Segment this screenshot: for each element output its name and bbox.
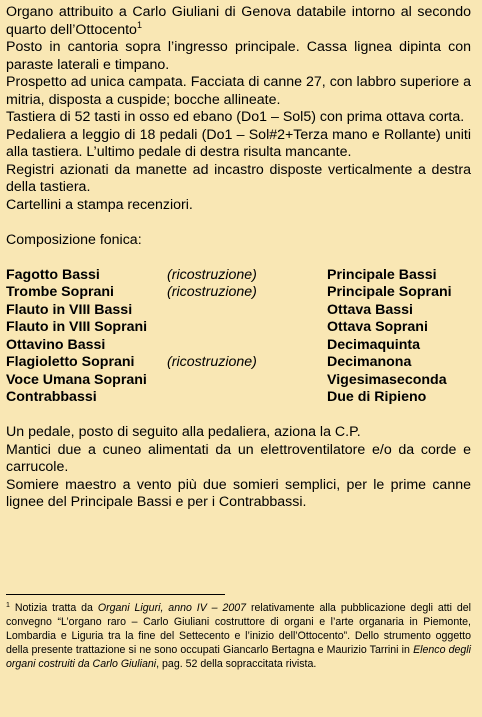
footnote — [6, 601, 471, 671]
intro-paragraph-2: Posto in cantoria sopra l’ingresso principale. Cassa lignea dipinta con paraste laterali e timpano. — [6, 39, 471, 73]
footnote-source: Organi Liguri, anno IV – 2007 — [97, 602, 247, 614]
intro-paragraph-7: Cartellini a stampa recenziori. — [6, 196, 193, 213]
spacer — [6, 407, 471, 425]
intro-paragraph-1 — [6, 4, 471, 39]
outro-paragraph-2: Mantici due a cuneo alimentati da un elettroventilatore e/o da corde e carrucole. — [6, 441, 471, 475]
stop-left: Flauto in VIII Soprani — [6, 319, 148, 335]
composition-title: Composizione fonica: — [6, 231, 142, 248]
stop-note — [167, 337, 327, 355]
stop-note: (ricostruzione) — [167, 354, 257, 370]
document-page — [6, 4, 471, 512]
organ-description — [6, 4, 471, 214]
stop-right: Ottava Bassi — [327, 301, 413, 318]
stop-right: Ottava Soprani — [327, 319, 428, 335]
stops-list — [6, 267, 471, 407]
stop-right: Principale Soprani — [327, 284, 452, 300]
footnote-text-before: Notizia tratta da — [14, 602, 98, 614]
stop-note: (ricostruzione) — [167, 266, 257, 283]
stop-note — [167, 389, 327, 407]
stop-right: Principale Bassi — [327, 266, 437, 283]
spacer — [6, 249, 471, 267]
stop-right: Decimaquinta — [327, 336, 421, 353]
footnote-separator — [6, 594, 225, 595]
stop-right: Decimanona — [327, 354, 412, 370]
stop-note — [167, 302, 327, 320]
organ-notes — [6, 424, 471, 512]
stop-left: Flagioletto Soprani — [6, 354, 135, 370]
intro-paragraph-6: Registri azionati da manette ad incastro disposte verticalmente a destra della tastiera. — [6, 161, 471, 195]
intro-paragraph-4: Tastiera di 52 tasti in osso ed ebano (Do1 – Sol5) con prima ottava corta. — [6, 109, 465, 125]
intro-text-1: Organo attribuito a Carlo Giuliani di Genova databile intorno al secondo quarto dell’Ottocento — [6, 4, 471, 38]
intro-paragraph-3: Prospetto ad unica campata. Facciata di canne 27, con labbro superiore a mitria, disposta a cuspide; bocche allineate. — [6, 74, 471, 108]
stop-note: (ricostruzione) — [167, 284, 257, 300]
stop-left: Fagotto Bassi — [6, 266, 100, 283]
stop-left: Ottavino Bassi — [6, 336, 106, 353]
footnote-text-after: , pag. 52 della sopraccitata rivista. — [156, 658, 317, 670]
outro-paragraph-3: Somiere maestro a vento più due somieri semplici, per le prime canne lignee del Principale Bassi e per i Contrabbassi. — [6, 476, 471, 510]
stop-left: Voce Umana Soprani — [6, 371, 147, 388]
intro-paragraph-5: Pedaliera a leggio di 18 pedali (Do1 – Sol#2+Terza mano e Rollante) uniti alla tastiera. L’ultimo pedale di destra risulta mancante. — [6, 126, 471, 160]
stop-note — [167, 372, 327, 390]
footnote-work-title: Elenco degli organi costruiti da Carlo Giuliani — [6, 644, 472, 670]
stop-note — [167, 319, 327, 337]
spacer — [6, 214, 471, 232]
stop-right: Due di Ripieno — [327, 389, 427, 405]
footnote-number: 1 — [6, 602, 10, 609]
footnote-reference: 1 — [136, 19, 142, 30]
stop-left: Flauto in VIII Bassi — [6, 301, 133, 318]
stop-right: Vigesimaseconda — [327, 371, 447, 388]
stop-left: Contrabbassi — [6, 389, 97, 405]
stop-left: Trombe Soprani — [6, 284, 114, 300]
footnote-text-middle: relativamente alla pubblicazione degli atti del convegno “L’organo raro – Carlo Giuliani costruttore di organi e l’arte organaria in Piemonte, Lombardia e Liguria tra la fine del Settecento e l’inizio dell’Ottocento”. Dello strumento oggetto della presente trattazione si ne sono occupati Giancarlo Bertagna e Maurizio Tarrini in — [6, 602, 472, 656]
outro-paragraph-1: Un pedale, posto di seguito alla pedaliera, aziona la C.P. — [6, 424, 361, 440]
